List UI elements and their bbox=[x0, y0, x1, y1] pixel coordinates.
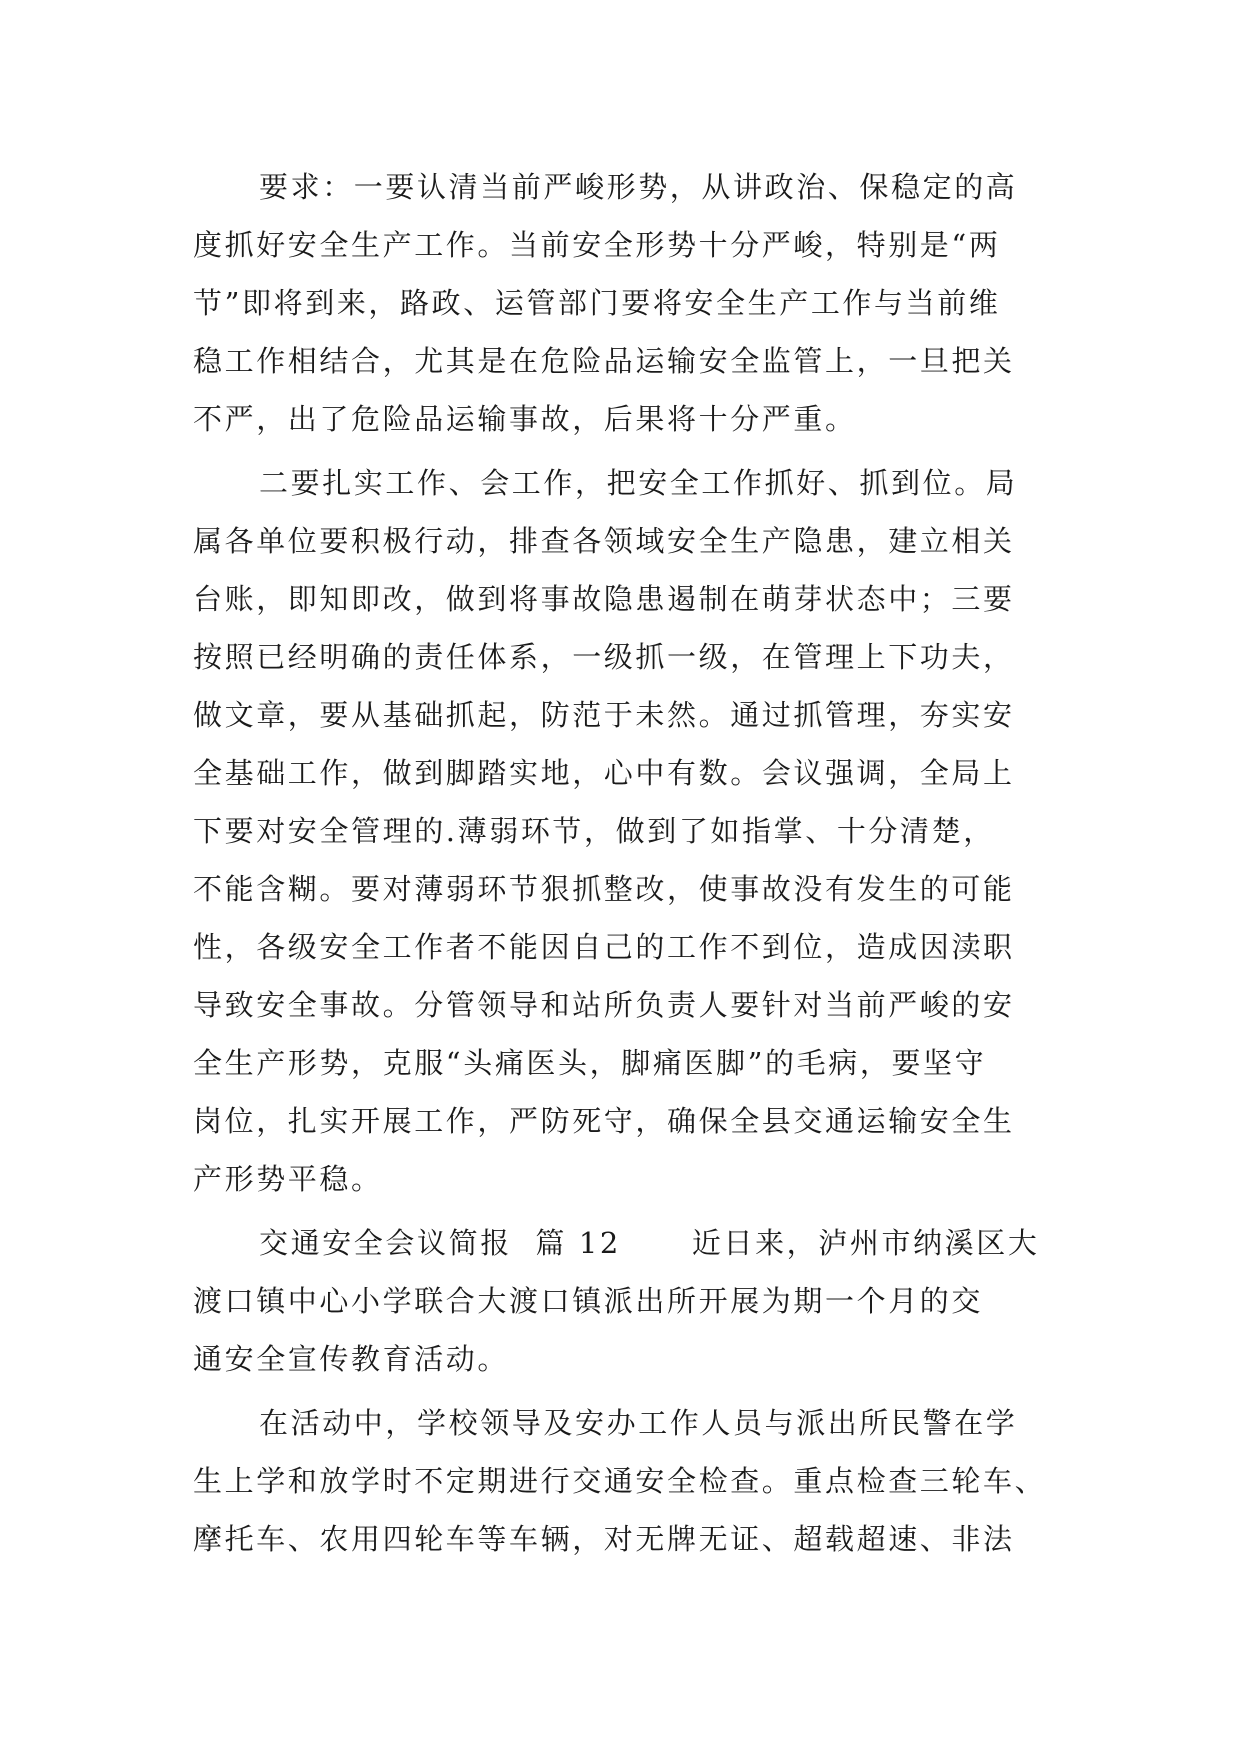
text-line: 全生产形势，克服“头痛医头，脚痛医脚”的毛病，要坚守 bbox=[193, 1046, 987, 1080]
text-line: 通安全宣传教育活动。 bbox=[193, 1342, 510, 1376]
text-line: 下要对安全管理的.薄弱环节，做到了如指掌、十分清楚， bbox=[193, 814, 995, 848]
text-line: 不能含糊。要对薄弱环节狠抓整改，使事故没有发生的可能 bbox=[193, 872, 1015, 906]
text-line: 全基础工作，做到脚踏实地，心中有数。会议强调，全局上 bbox=[193, 756, 1015, 790]
text-line: 稳工作相结合，尤其是在危险品运输安全监管上，一旦把关 bbox=[193, 344, 1015, 378]
text-line: 生上学和放学时不定期进行交通安全检查。重点检查三轮车、 bbox=[193, 1464, 1047, 1498]
text-line: 节”即将到来，路政、运管部门要将安全生产工作与当前维 bbox=[193, 286, 1001, 320]
paragraph-briefing-12 bbox=[193, 1214, 1073, 1388]
document-body bbox=[193, 158, 1073, 1568]
text-line: 产形势平稳。 bbox=[193, 1162, 383, 1196]
text-line: 属各单位要积极行动，排查各领域安全生产隐患，建立相关 bbox=[193, 524, 1015, 558]
text-line: 交通安全会议简报 篇 12 近日来，泸州市纳溪区大 bbox=[259, 1226, 1040, 1260]
paragraph-second-requirement bbox=[193, 454, 1073, 1208]
text-line: 度抓好安全生产工作。当前安全形势十分严峻，特别是“两 bbox=[193, 228, 1001, 262]
text-line: 按照已经明确的责任体系，一级抓一级，在管理上下功夫， bbox=[193, 640, 1015, 674]
text-line: 导致安全事故。分管领导和站所负责人要针对当前严峻的安 bbox=[193, 988, 1015, 1022]
text-line: 摩托车、农用四轮车等车辆，对无牌无证、超载超速、非法 bbox=[193, 1522, 1015, 1556]
text-line: 性，各级安全工作者不能因自己的工作不到位，造成因渎职 bbox=[193, 930, 1015, 964]
paragraph-requirements bbox=[193, 158, 1073, 448]
text-line: 要求：一要认清当前严峻形势，从讲政治、保稳定的高 bbox=[259, 170, 1018, 204]
text-line: 不严，出了危险品运输事故，后果将十分严重。 bbox=[193, 402, 857, 436]
text-line: 二要扎实工作、会工作，把安全工作抓好、抓到位。局 bbox=[259, 466, 1018, 500]
text-line: 台账，即知即改，做到将事故隐患遏制在萌芽状态中；三要 bbox=[193, 582, 1015, 616]
paragraph-activity bbox=[193, 1394, 1073, 1568]
text-line: 做文章，要从基础抓起，防范于未然。通过抓管理，夯实安 bbox=[193, 698, 1015, 732]
text-line: 在活动中，学校领导及安办工作人员与派出所民警在学 bbox=[259, 1406, 1018, 1440]
text-line: 渡口镇中心小学联合大渡口镇派出所开展为期一个月的交 bbox=[193, 1284, 984, 1318]
text-line: 岗位，扎实开展工作，严防死守，确保全县交通运输安全生 bbox=[193, 1104, 1015, 1138]
